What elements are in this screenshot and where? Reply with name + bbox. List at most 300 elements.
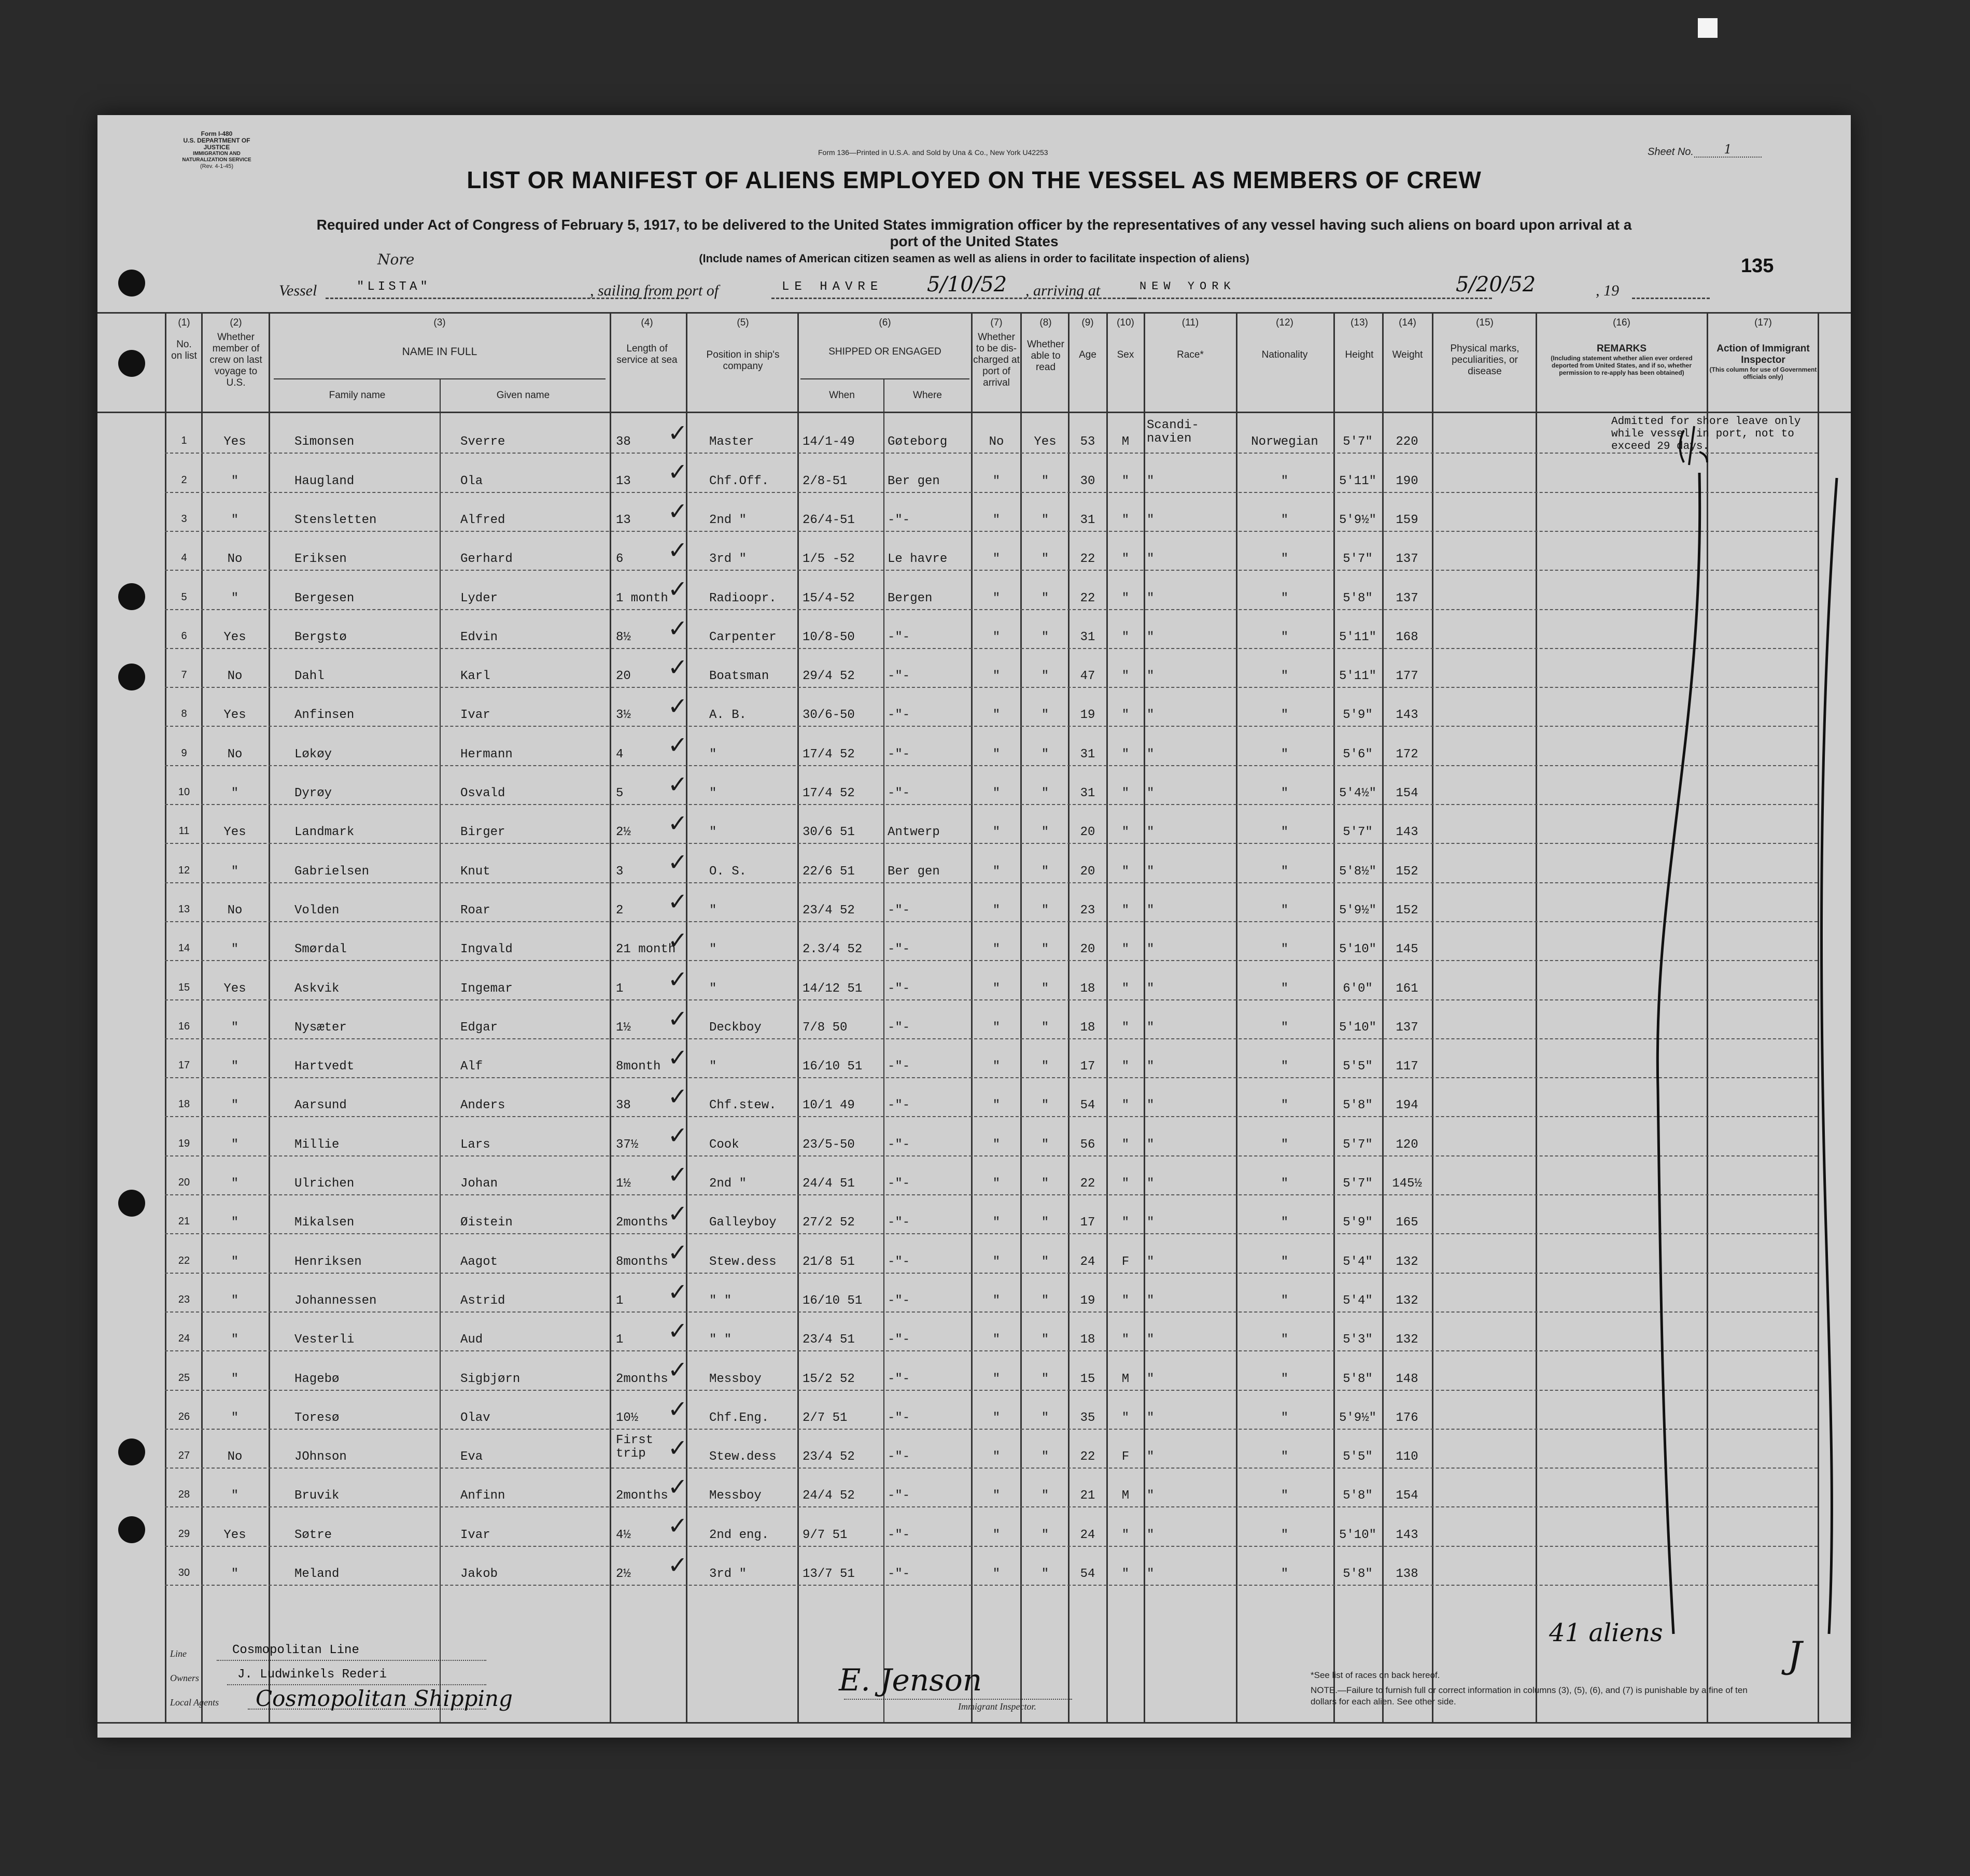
- cell-when: 14/1-49: [803, 435, 855, 449]
- check-mark-icon: ✓: [668, 614, 688, 642]
- agents-label: Local Agents: [170, 1697, 219, 1708]
- column-rule: [610, 312, 611, 1722]
- cell-sex: ": [1121, 1216, 1130, 1230]
- cell-read: ": [1041, 474, 1049, 488]
- cell-height: 5'9½": [1339, 1410, 1376, 1425]
- check-mark-icon: ✓: [668, 770, 688, 798]
- vessel-label: Vessel: [279, 282, 317, 299]
- cell-disch: ": [992, 786, 1001, 800]
- cell-when: 13/7 51: [803, 1567, 855, 1581]
- cell-where: -"-: [888, 1254, 910, 1269]
- cell-prev: ": [231, 864, 239, 879]
- cell-disch: ": [992, 903, 1001, 918]
- cell-height: 5'7": [1343, 1177, 1373, 1191]
- cell-no: 10: [178, 786, 190, 798]
- cell-position: ": [709, 1060, 717, 1074]
- cell-no: 26: [178, 1410, 190, 1422]
- cell-family: Millie: [294, 1137, 340, 1152]
- cell-read: ": [1041, 747, 1049, 761]
- crew-table: [97, 312, 1851, 1725]
- check-mark-icon: ✓: [668, 1473, 688, 1501]
- cell-when: 7/8 50: [803, 1020, 848, 1035]
- cell-disch: ": [992, 1293, 1001, 1308]
- vessel-note: Nore: [377, 251, 415, 268]
- cell-service: 2months: [616, 1489, 668, 1503]
- cell-age: 54: [1080, 1098, 1095, 1113]
- cell-disch: ": [992, 1489, 1001, 1503]
- aliens-count: 41 aliens: [1549, 1618, 1663, 1647]
- cell-race: ": [1147, 513, 1155, 527]
- cell-height: 5'5": [1343, 1060, 1373, 1074]
- cell-no: 12: [178, 864, 190, 876]
- corner-tab: [1698, 18, 1718, 38]
- cell-service: 13: [616, 513, 631, 527]
- cell-service: 1 month: [616, 591, 668, 605]
- cell-where: -"-: [888, 1450, 910, 1464]
- cell-race: ": [1147, 591, 1155, 605]
- cell-nat: ": [1280, 1293, 1289, 1308]
- cell-when: 14/12 51: [803, 981, 863, 996]
- cell-sex: ": [1121, 903, 1130, 918]
- cell-given: Hermann: [460, 747, 513, 761]
- year-underline: [1632, 298, 1710, 299]
- cell-family: Hagebø: [294, 1372, 340, 1386]
- cell-sex: ": [1121, 513, 1130, 527]
- cell-height: 5'8": [1343, 1489, 1373, 1503]
- line-value: Cosmopolitan Line: [232, 1643, 359, 1657]
- cell-position: " ": [709, 1333, 732, 1347]
- cell-read: ": [1041, 1060, 1049, 1074]
- cell-given: Edvin: [460, 630, 498, 644]
- cell-when: 16/10 51: [803, 1060, 863, 1074]
- cell-family: Gabrielsen: [294, 864, 370, 879]
- printer-line: Form 136—Printed in U.S.A. and Sold by Una & Co., New York U42253: [818, 148, 1048, 157]
- ink-strike-lines: [1528, 416, 1839, 1712]
- cell-where: -"-: [888, 747, 910, 761]
- cell-family: Volden: [294, 903, 340, 918]
- cell-position: 2nd ": [709, 513, 747, 527]
- cell-age: 31: [1080, 747, 1095, 761]
- cell-where: -"-: [888, 786, 910, 800]
- cell-weight: 138: [1396, 1567, 1418, 1581]
- cell-where: -"-: [888, 981, 910, 996]
- cell-service: 4: [616, 747, 624, 761]
- cell-age: 21: [1080, 1489, 1095, 1503]
- cell-weight: 159: [1396, 513, 1418, 527]
- cell-race: ": [1147, 1216, 1155, 1230]
- cell-height: 5'7": [1343, 435, 1373, 449]
- cell-given: Eva: [460, 1450, 483, 1464]
- cell-height: 5'5": [1343, 1450, 1373, 1464]
- cell-given: Alfred: [460, 513, 505, 527]
- cell-sex: ": [1121, 942, 1130, 957]
- check-mark-icon: ✓: [668, 1277, 688, 1306]
- cell-nat: ": [1280, 552, 1289, 567]
- arriving-underline: [1129, 298, 1492, 299]
- cell-family: Smørdal: [294, 942, 347, 957]
- cell-sex: ": [1121, 1177, 1130, 1191]
- cell-weight: 148: [1396, 1372, 1418, 1386]
- cell-when: 15/2 52: [803, 1372, 855, 1386]
- cell-service: 8½: [616, 630, 631, 644]
- cell-given: Olav: [460, 1410, 490, 1425]
- cell-prev: ": [231, 1020, 239, 1035]
- cell-sex: ": [1121, 1060, 1130, 1074]
- cell-age: 15: [1080, 1372, 1095, 1386]
- col-11-header: (11) Race*: [1177, 317, 1204, 360]
- check-mark-icon: ✓: [668, 1160, 688, 1189]
- col-16-header: (16) REMARKS (Including statement whether alien ever ordered deported from United States, and if so, whether permission to re-apply has been obtained): [1551, 317, 1693, 376]
- cell-nat: ": [1280, 1450, 1289, 1464]
- cell-read: ": [1041, 1528, 1049, 1542]
- cell-weight: 110: [1396, 1450, 1418, 1464]
- cell-weight: 190: [1396, 474, 1418, 488]
- cell-nat: ": [1280, 474, 1289, 488]
- cell-weight: 143: [1396, 708, 1418, 723]
- cell-age: 31: [1080, 786, 1095, 800]
- cell-no: 14: [178, 942, 190, 954]
- cell-when: 24/4 52: [803, 1489, 855, 1503]
- cell-position: ": [709, 942, 717, 957]
- cell-disch: ": [992, 1098, 1001, 1113]
- column-rule: [1020, 312, 1022, 1722]
- cell-position: Cook: [709, 1137, 739, 1152]
- cell-weight: 143: [1396, 1528, 1418, 1542]
- check-mark-icon: ✓: [668, 575, 688, 603]
- cell-prev: ": [231, 1293, 239, 1308]
- cell-sex: ": [1121, 1293, 1130, 1308]
- cell-family: Meland: [294, 1567, 340, 1581]
- owners-value: J. Ludwinkels Rederi: [237, 1668, 387, 1682]
- cell-service: 37½: [616, 1137, 639, 1152]
- cell-read: ": [1041, 1216, 1049, 1230]
- cell-no: 23: [178, 1293, 190, 1305]
- cell-weight: 145½: [1392, 1177, 1422, 1191]
- cell-service: 10½: [616, 1410, 639, 1425]
- races-note: *See list of races on back hereof.: [1311, 1670, 1440, 1680]
- cell-disch: ": [992, 669, 1001, 684]
- column-rule: [797, 312, 799, 1722]
- action-ink-line: [1821, 478, 1837, 1634]
- cell-nat: ": [1280, 1489, 1289, 1503]
- column-rule: [1432, 312, 1433, 1722]
- cell-age: 24: [1080, 1528, 1095, 1542]
- cell-where: -"-: [888, 1293, 910, 1308]
- cell-race: ": [1147, 1293, 1155, 1308]
- cell-no: 9: [181, 747, 187, 759]
- cell-sex: ": [1121, 747, 1130, 761]
- cell-position: Messboy: [709, 1489, 762, 1503]
- cell-nat: ": [1280, 1137, 1289, 1152]
- cell-age: 18: [1080, 1020, 1095, 1035]
- cell-prev: ": [231, 1567, 239, 1581]
- check-mark-icon: ✓: [668, 1512, 688, 1540]
- col-6b-header: Where: [913, 390, 942, 401]
- cell-disch: ": [992, 747, 1001, 761]
- cell-position: Stew.dess: [709, 1450, 777, 1464]
- cell-age: 47: [1080, 669, 1095, 684]
- cell-race: ": [1147, 1450, 1155, 1464]
- cell-disch: ": [992, 1567, 1001, 1581]
- cell-when: 15/4-52: [803, 591, 855, 605]
- cell-no: 13: [178, 903, 190, 915]
- cell-disch: ": [992, 513, 1001, 527]
- cell-race: ": [1147, 1372, 1155, 1386]
- cell-weight: 172: [1396, 747, 1418, 761]
- col-2-header: (2) Whether member of crew on last voyage to U.S.: [209, 317, 262, 388]
- cell-sex: F: [1121, 1450, 1130, 1464]
- cell-age: 20: [1080, 825, 1095, 840]
- col-6-header: (6) SHIPPED OR ENGAGED: [828, 317, 941, 357]
- cell-prev: No: [227, 669, 243, 684]
- sailing-port: LE HAVRE: [782, 280, 883, 294]
- cell-family: Eriksen: [294, 552, 347, 567]
- cell-no: 30: [178, 1567, 190, 1578]
- cell-race: ": [1147, 903, 1155, 918]
- cell-race: ": [1147, 786, 1155, 800]
- cell-where: -"-: [888, 630, 910, 644]
- cell-given: Ivar: [460, 708, 490, 723]
- cell-read: ": [1041, 1372, 1049, 1386]
- cell-prev: ": [231, 1254, 239, 1269]
- cell-no: 1: [181, 435, 187, 447]
- cell-weight: 220: [1396, 435, 1418, 449]
- cell-read: ": [1041, 1177, 1049, 1191]
- cell-height: 5'3": [1343, 1333, 1373, 1347]
- cell-disch: ": [992, 825, 1001, 840]
- cell-nat: ": [1280, 1567, 1289, 1581]
- cell-height: 5'4½": [1339, 786, 1376, 800]
- cell-read: ": [1041, 903, 1049, 918]
- cell-race: ": [1147, 1177, 1155, 1191]
- cell-service: 2months: [616, 1216, 668, 1230]
- cell-prev: Yes: [223, 630, 246, 644]
- cell-no: 29: [178, 1528, 190, 1540]
- shipped-subheader-rule: [800, 378, 969, 379]
- cell-family: Nysæter: [294, 1020, 347, 1035]
- cell-position: " ": [709, 1293, 732, 1308]
- cell-when: 2.3/4 52: [803, 942, 863, 957]
- cell-age: 31: [1080, 630, 1095, 644]
- cell-family: Stensletten: [294, 513, 377, 527]
- cell-family: Johannessen: [294, 1293, 377, 1308]
- cell-read: ": [1041, 1137, 1049, 1152]
- cell-position: Deckboy: [709, 1020, 762, 1035]
- col-10-header: (10) Sex: [1117, 317, 1134, 360]
- cell-no: 21: [178, 1216, 190, 1228]
- cell-no: 24: [178, 1333, 190, 1345]
- cell-prev: Yes: [223, 981, 246, 996]
- cell-position: Stew.dess: [709, 1254, 777, 1269]
- cell-given: Johan: [460, 1177, 498, 1191]
- cell-when: 23/5-50: [803, 1137, 855, 1152]
- cell-age: 53: [1080, 435, 1095, 449]
- inspector-label: Immigrant Inspector.: [958, 1701, 1036, 1712]
- cell-sex: ": [1121, 1333, 1130, 1347]
- cell-height: 5'11": [1339, 474, 1376, 488]
- cell-age: 56: [1080, 1137, 1095, 1152]
- col-3-header: (3) NAME IN FULL: [402, 317, 477, 358]
- cell-service: 3: [616, 864, 624, 879]
- cell-age: 18: [1080, 981, 1095, 996]
- cell-height: 5'9½": [1339, 903, 1376, 918]
- cell-read: ": [1041, 825, 1049, 840]
- cell-prev: Yes: [223, 435, 246, 449]
- cell-service: 13: [616, 474, 631, 488]
- binder-hole: [118, 350, 145, 377]
- cell-disch: ": [992, 1254, 1001, 1269]
- cell-when: 30/6 51: [803, 825, 855, 840]
- cell-position: ": [709, 981, 717, 996]
- cell-age: 19: [1080, 708, 1095, 723]
- col-17-header: (17) Action of Immigrant Inspector (This column for use of Government officials only): [1709, 317, 1817, 380]
- cell-disch: ": [992, 474, 1001, 488]
- cell-read: ": [1041, 669, 1049, 684]
- cell-where: -"-: [888, 1333, 910, 1347]
- cell-given: Roar: [460, 903, 490, 918]
- cell-disch: ": [992, 1450, 1001, 1464]
- cell-weight: 176: [1396, 1410, 1418, 1425]
- arriving-label: , arriving at: [1025, 282, 1101, 299]
- cell-read: ": [1041, 1489, 1049, 1503]
- cell-disch: ": [992, 942, 1001, 957]
- cell-family: Haugland: [294, 474, 355, 488]
- cell-height: 5'11": [1339, 630, 1376, 644]
- cell-nat: ": [1280, 1333, 1289, 1347]
- cell-position: Galleyboy: [709, 1216, 777, 1230]
- sheet-label: Sheet No.: [1648, 146, 1694, 158]
- cell-family: Vesterli: [294, 1333, 355, 1347]
- cell-service: 1½: [616, 1177, 631, 1191]
- cell-read: ": [1041, 1098, 1049, 1113]
- cell-age: 22: [1080, 1450, 1095, 1464]
- cell-service: 1: [616, 1333, 624, 1347]
- cell-prev: ": [231, 1216, 239, 1230]
- cell-where: -"-: [888, 903, 910, 918]
- cell-race: ": [1147, 981, 1155, 996]
- check-mark-icon: ✓: [668, 1316, 688, 1345]
- cell-race: ": [1147, 552, 1155, 567]
- page-subtitle-3: (Include names of American citizen seamen as well as aliens in order to facilitate inspection of aliens): [699, 252, 1249, 265]
- cell-height: 5'8": [1343, 1567, 1373, 1581]
- cell-nat: ": [1280, 1410, 1289, 1425]
- cell-height: 5'7": [1343, 825, 1373, 840]
- cell-service: First trip: [616, 1433, 654, 1461]
- cell-nat: ": [1280, 708, 1289, 723]
- check-mark-icon: ✓: [668, 1121, 688, 1150]
- cell-sex: ": [1121, 630, 1130, 644]
- cell-race: ": [1147, 1333, 1155, 1347]
- cell-read: ": [1041, 942, 1049, 957]
- cell-where: -"-: [888, 669, 910, 684]
- cell-service: 2: [616, 903, 624, 918]
- cell-where: -"-: [888, 1216, 910, 1230]
- cell-no: 18: [178, 1098, 190, 1110]
- cell-family: Søtre: [294, 1528, 332, 1542]
- cell-position: Boatsman: [709, 669, 769, 684]
- cell-where: -"-: [888, 513, 910, 527]
- check-mark-icon: ✓: [668, 458, 688, 486]
- cell-nat: ": [1280, 825, 1289, 840]
- cell-nat: ": [1280, 513, 1289, 527]
- check-mark-icon: ✓: [668, 926, 688, 954]
- cell-nat: ": [1280, 1020, 1289, 1035]
- dept-name: U.S. DEPARTMENT OF JUSTICE: [183, 137, 250, 151]
- cell-prev: Yes: [223, 708, 246, 723]
- cell-nat: ": [1280, 1254, 1289, 1269]
- cell-prev: ": [231, 1410, 239, 1425]
- cell-position: ": [709, 903, 717, 918]
- cell-when: 30/6-50: [803, 708, 855, 723]
- form-id: Form I-480: [201, 130, 233, 137]
- cell-race: ": [1147, 1137, 1155, 1152]
- check-mark-icon: ✓: [668, 535, 688, 564]
- cell-position: 2nd ": [709, 1177, 747, 1191]
- cell-race: ": [1147, 708, 1155, 723]
- cell-disch: ": [992, 1216, 1001, 1230]
- cell-no: 6: [181, 630, 187, 642]
- cell-given: Ingvald: [460, 942, 513, 957]
- cell-sex: ": [1121, 786, 1130, 800]
- cell-height: 5'10": [1339, 1528, 1376, 1542]
- cell-read: ": [1041, 513, 1049, 527]
- check-mark-icon: [1680, 426, 1708, 465]
- cell-given: Astrid: [460, 1293, 505, 1308]
- cell-when: 1/5 -52: [803, 552, 855, 567]
- cell-position: ": [709, 825, 717, 840]
- cell-read: ": [1041, 864, 1049, 879]
- cell-sex: ": [1121, 1020, 1130, 1035]
- cell-sex: ": [1121, 591, 1130, 605]
- cell-weight: 137: [1396, 591, 1418, 605]
- cell-race: ": [1147, 747, 1155, 761]
- cell-read: ": [1041, 1333, 1049, 1347]
- cell-age: 22: [1080, 591, 1095, 605]
- fine-note: NOTE.—Failure to furnish full or correct information in columns (3), (5), (6), and (7) is punishable by a fine of ten dollars for each alien. See other side.: [1311, 1685, 1748, 1706]
- cell-when: 23/4 52: [803, 1450, 855, 1464]
- cell-race: ": [1147, 1410, 1155, 1425]
- cell-service: 1½: [616, 1020, 631, 1035]
- cell-when: 27/2 52: [803, 1216, 855, 1230]
- cell-prev: ": [231, 474, 239, 488]
- cell-age: 17: [1080, 1216, 1095, 1230]
- cell-race: ": [1147, 864, 1155, 879]
- arriving-port: NEW YORK: [1139, 280, 1236, 293]
- cell-service: 1: [616, 1293, 624, 1308]
- cell-sex: ": [1121, 552, 1130, 567]
- cell-weight: 152: [1396, 903, 1418, 918]
- cell-where: Antwerp: [888, 825, 940, 840]
- cell-no: 19: [178, 1137, 190, 1149]
- cell-height: 5'11": [1339, 669, 1376, 684]
- cell-when: 16/10 51: [803, 1293, 863, 1308]
- cell-nat: ": [1280, 630, 1289, 644]
- cell-height: 5'10": [1339, 942, 1376, 957]
- column-rule: [165, 312, 166, 1722]
- cell-when: 23/4 51: [803, 1333, 855, 1347]
- binder-hole: [118, 583, 145, 610]
- cell-where: Le havre: [888, 552, 948, 567]
- cell-disch: ": [992, 1060, 1001, 1074]
- cell-service: 20: [616, 669, 631, 684]
- cell-service: 8month: [616, 1060, 661, 1074]
- cell-weight: 120: [1396, 1137, 1418, 1152]
- cell-nat: ": [1280, 942, 1289, 957]
- binder-hole: [118, 1516, 145, 1543]
- cell-family: Dyrøy: [294, 786, 332, 800]
- cell-nat: ": [1280, 864, 1289, 879]
- cell-weight: 161: [1396, 981, 1418, 996]
